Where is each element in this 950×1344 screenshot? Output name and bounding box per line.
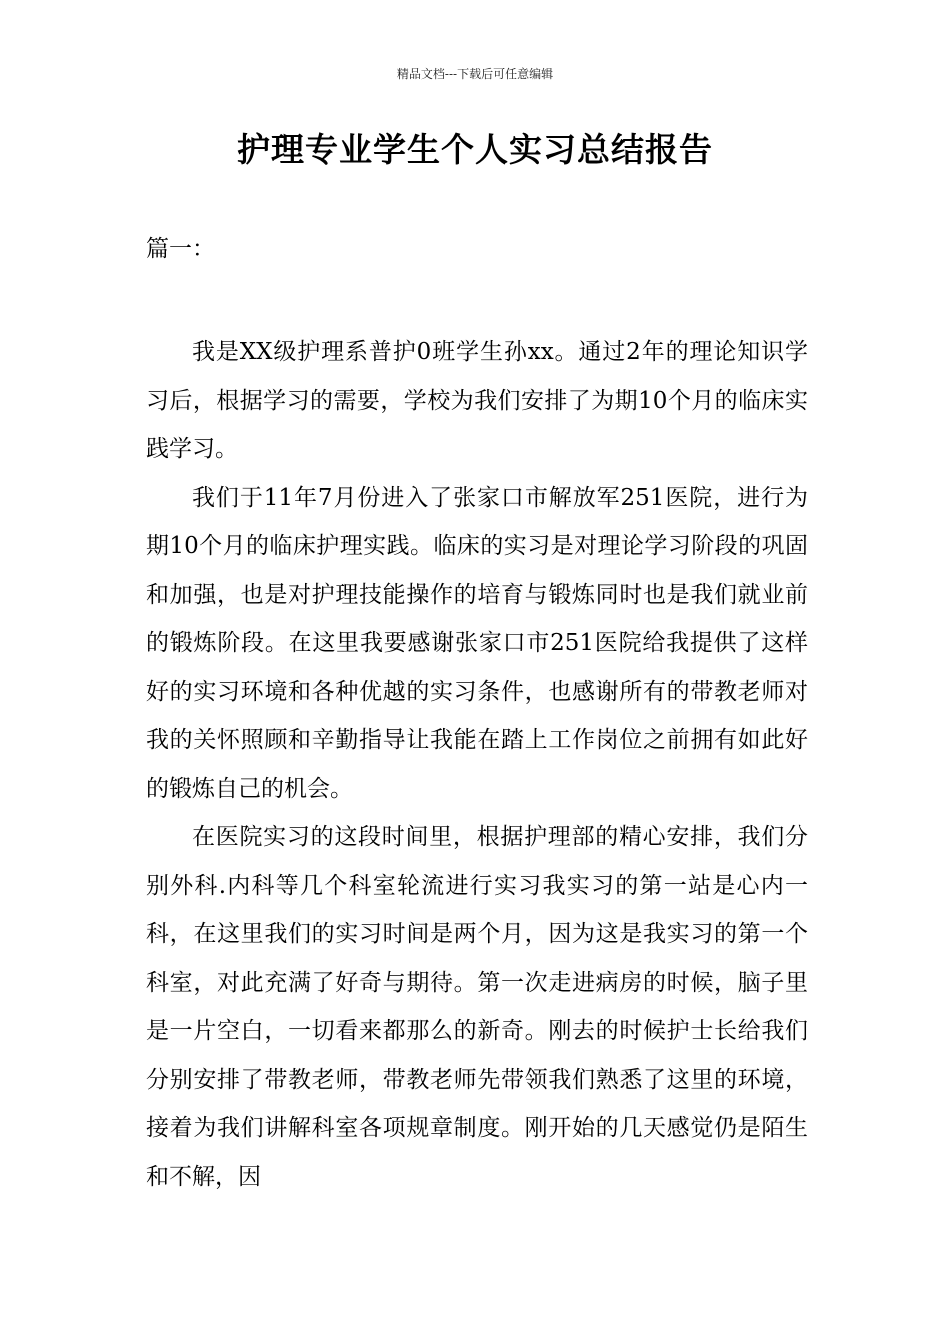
paragraph-3: 在医院实习的这段时间里，根据护理部的精心安排，我们分别外科.内科等几个科室轮流进行实习我实习的第一站是心内一科，在这里我们的实习时间是两个月，因为这是我实习的第一个科室，对此充满了好奇与期待。第一次走进病房的时候，脑子里是一片空白，一切看来都那么的新奇。刚去的时候护士长给我们分别安排了带教老师，带教老师先带领我们熟悉了这里的环境，接着为我们讲解科室各项规章制度。刚开始的几天感觉仍是陌生和不解，因 xyxy=(146,824,808,1190)
paragraph-1: 我是XX级护理系普护0班学生孙xx。通过2年的理论知识学习后，根据学习的需要，学校为我们安排了为期10个月的临床实践学习。 xyxy=(146,339,808,462)
header-note: 精品文档---下载后可任意编辑 xyxy=(396,67,554,81)
paragraph-2: 我们于11年7月份进入了张家口市解放军251医院，进行为期10个月的临床护理实践。临床的实习是对理论学习阶段的巩固和加强，也是对护理技能操作的培育与锻炼同时也是我们就业前的锻炼阶段。在这里我要感谢张家口市251医院给我提供了这样好的实习环境和各种优越的实习条件，也感谢所有的带教老师对我的关怀照顾和辛勤指导让我能在踏上工作岗位之前拥有如此好的锻炼自己的机会。 xyxy=(146,484,808,802)
document-title: 护理专业学生个人实习总结报告 xyxy=(237,130,713,169)
section-label: 篇一： xyxy=(146,236,215,262)
document-body xyxy=(146,328,808,1201)
